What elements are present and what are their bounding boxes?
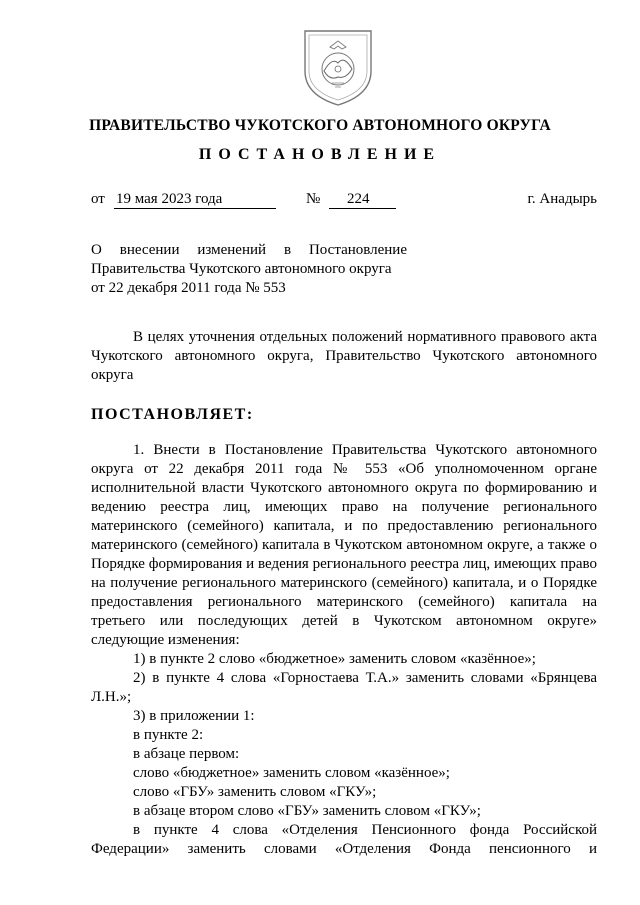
preamble-paragraph: В целях уточнения отдельных положений нормативного правового акта Чукотского автономного округа, Правительство Чукотского автономного округа [91,329,597,383]
document-city: г. Анадырь [527,191,597,207]
coat-of-arms-icon [302,27,374,109]
subitem-3-point-2: в пункте 2: [133,727,204,743]
subitem-2: 2) в пункте 4 слова «Горностаева Т.А.» заменить словами «Брянцева Л.Н.»; [91,670,597,705]
government-title: ПРАВИТЕЛЬСТВО ЧУКОТСКОГО АВТОНОМНОГО ОКРУГА [89,117,551,134]
decree-heading: ПОСТАНОВЛЯЕТ: [91,406,254,423]
subitem-1: 1) в пункте 2 слово «бюджетное» заменить словом «казённое»; [133,651,536,667]
document-type: ПОСТАНОВЛЕНИЕ [198,146,442,163]
item-1-paragraph: 1. Внести в Постановление Правительства Чукотского автономного округа от 22 декабря 2011 года № 553 «Об уполномоченном органе исполнительной власти Чукотского автономного округа по формированию и ведению реестра лиц, имеющих право на получение регионального материнского (семейного) капитала, и по предоставлению регионального материнского (семейного) капитала в Чукотском автономном округе, а также о Порядке формирования и ведения регионального реестра лиц, имеющих право на получение регионального материнского (семейного) капитала, и о Порядке предоставления регионального материнского (семейного) капитала на третьего или последующих детей в Чукотском автономном округе» следующие изменения: [91,442,597,648]
subitem-3-point-4: в пункте 4 слова «Отделения Пенсионного фонда Российской Федерации» заменить словами «Отделения Фонда пенсионного и [91,822,597,857]
subject-line-3: от 22 декабря 2011 года № 553 [91,280,286,296]
document-number: 224 [329,191,396,209]
subitem-3-change-1: слово «бюджетное» заменить словом «казённое»; [133,765,450,781]
document-subject [91,241,407,298]
subject-line-1: О внесении изменений в Постановление [91,242,407,258]
subitem-3: 3) в приложении 1: [133,708,255,724]
date-prefix: от [91,191,105,207]
document-date: 19 мая 2023 года [114,191,276,209]
subitem-3-paragraph-1: в абзаце первом: [133,746,240,762]
subject-line-2: Правительства Чукотского автономного округа [91,261,392,277]
document-meta [91,191,597,211]
subitem-3-change-2: слово «ГБУ» заменить словом «ГКУ»; [133,784,377,800]
number-sign: № [306,191,321,207]
subitem-3-paragraph-2: в абзаце втором слово «ГБУ» заменить словом «ГКУ»; [133,803,481,819]
document-body [91,328,597,859]
